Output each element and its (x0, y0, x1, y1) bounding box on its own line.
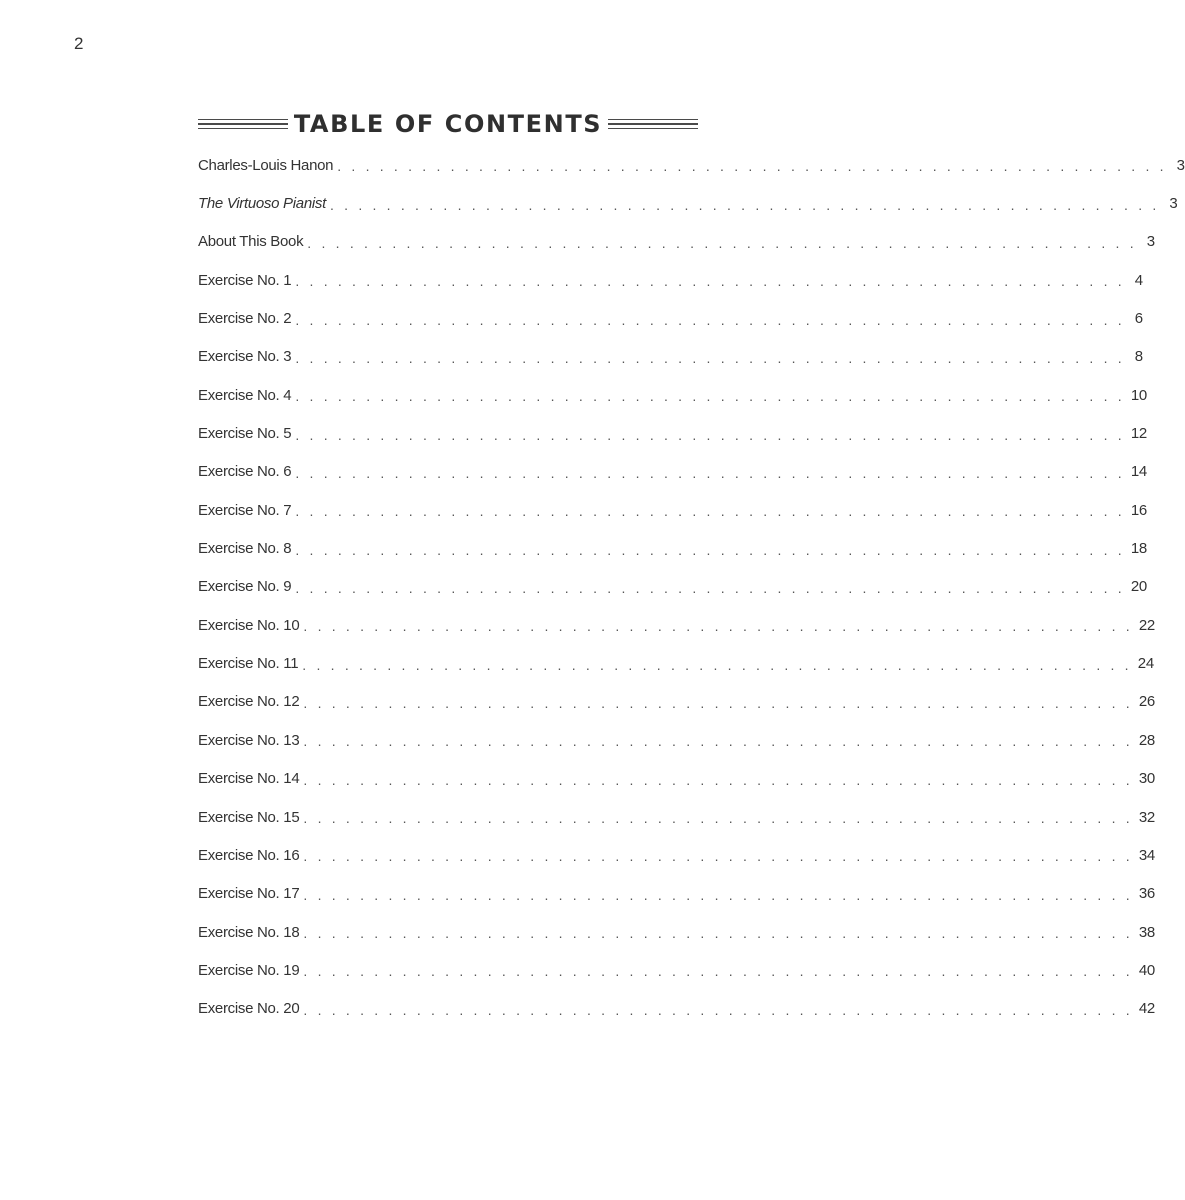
toc-entry[interactable] (198, 338, 1143, 376)
toc-entry-page-number: 26 (1138, 693, 1155, 711)
toc-entry[interactable] (198, 146, 1185, 184)
toc-entry-page-number: 38 (1138, 923, 1155, 941)
toc-heading (198, 108, 698, 140)
dot-leader: . . . . . . . . . . . . . . . . . . . . . . . . . . . . . . . . . . . . . . . . . . . . . . . . . . . . . . . . . . . (295, 579, 1125, 596)
rule-line (608, 128, 698, 129)
toc-entry-label: Exercise No. 6 (198, 463, 292, 481)
toc-entry[interactable] (198, 491, 1147, 529)
toc-entry-page-number: 8 (1134, 348, 1143, 366)
toc-entry[interactable] (198, 683, 1155, 721)
toc-entry-label: Exercise No. 1 (198, 271, 292, 289)
toc-entry[interactable] (198, 644, 1154, 682)
dot-leader: . . . . . . . . . . . . . . . . . . . . . . . . . . . . . . . . . . . . . . . . . . . . . . . . . . . . . . . . . . . (295, 541, 1125, 558)
dot-leader: . . . . . . . . . . . . . . . . . . . . . . . . . . . . . . . . . . . . . . . . . . . . . . . . . . . . . . . . . . . (295, 311, 1125, 328)
dot-leader: . . . . . . . . . . . . . . . . . . . . . . . . . . . . . . . . . . . . . . . . . . . . . . . . . . . . . . . . . . . (295, 273, 1125, 290)
toc-entry-page-number: 3 (1176, 156, 1185, 174)
toc-entry-label: Exercise No. 13 (198, 731, 300, 749)
toc-entry-label: Exercise No. 10 (198, 616, 300, 634)
toc-entry[interactable] (198, 951, 1155, 989)
left-decorative-rules (198, 119, 288, 129)
toc-entry-label: Exercise No. 16 (198, 846, 300, 864)
rule-line (198, 123, 288, 124)
toc-entry-page-number: 12 (1130, 425, 1147, 443)
toc-entry[interactable] (198, 875, 1155, 913)
toc-entry-label: About This Book (198, 233, 304, 251)
toc-entry[interactable] (198, 453, 1147, 491)
toc-entry[interactable] (198, 299, 1143, 337)
toc-entry-label: Exercise No. 18 (198, 923, 300, 941)
toc-entry-label: Exercise No. 2 (198, 310, 292, 328)
toc-entry-label: The Virtuoso Pianist (198, 195, 326, 213)
toc-entry-label: Exercise No. 20 (198, 1000, 300, 1018)
dot-leader: . . . . . . . . . . . . . . . . . . . . . . . . . . . . . . . . . . . . . . . . . . . . . . . . . . . . . . . . . . . (329, 196, 1160, 213)
rule-line (198, 119, 288, 120)
dot-leader: . . . . . . . . . . . . . . . . . . . . . . . . . . . . . . . . . . . . . . . . . . . . . . . . . . . . . . . . . . . (303, 963, 1133, 980)
toc-entry[interactable] (198, 223, 1155, 261)
toc-entry-page-number: 16 (1130, 501, 1147, 519)
toc-entry[interactable] (198, 760, 1155, 798)
toc-entry-page-number: 34 (1138, 846, 1155, 864)
dot-leader: . . . . . . . . . . . . . . . . . . . . . . . . . . . . . . . . . . . . . . . . . . . . . . . . . . . . . . . . . . . (302, 656, 1132, 673)
toc-entry-label: Exercise No. 12 (198, 693, 300, 711)
toc-entry-label: Exercise No. 17 (198, 885, 300, 903)
dot-leader: . . . . . . . . . . . . . . . . . . . . . . . . . . . . . . . . . . . . . . . . . . . . . . . . . . . . . . . . . . . (337, 158, 1167, 175)
dot-leader: . . . . . . . . . . . . . . . . . . . . . . . . . . . . . . . . . . . . . . . . . . . . . . . . . . . . . . . . . . . (303, 886, 1133, 903)
dot-leader: . . . . . . . . . . . . . . . . . . . . . . . . . . . . . . . . . . . . . . . . . . . . . . . . . . . . . . . . . . . (303, 694, 1133, 711)
rule-line (608, 123, 698, 124)
dot-leader: . . . . . . . . . . . . . . . . . . . . . . . . . . . . . . . . . . . . . . . . . . . . . . . . . . . . . . . . . . . (303, 1001, 1133, 1018)
toc-entry[interactable] (198, 721, 1155, 759)
dot-leader: . . . . . . . . . . . . . . . . . . . . . . . . . . . . . . . . . . . . . . . . . . . . . . . . . . . . . . . . . . . (303, 771, 1133, 788)
toc-entry[interactable] (198, 568, 1147, 606)
toc-entry-label: Exercise No. 15 (198, 808, 300, 826)
toc-entry[interactable] (198, 414, 1147, 452)
toc-entry[interactable] (198, 836, 1155, 874)
toc-entry-label: Exercise No. 5 (198, 425, 292, 443)
toc-entry-page-number: 14 (1130, 463, 1147, 481)
dot-leader: . . . . . . . . . . . . . . . . . . . . . . . . . . . . . . . . . . . . . . . . . . . . . . . . . . . . . . . . . . . (295, 349, 1125, 366)
toc-entry-label: Exercise No. 8 (198, 540, 292, 558)
toc-entry-label: Exercise No. 3 (198, 348, 292, 366)
dot-leader: . . . . . . . . . . . . . . . . . . . . . . . . . . . . . . . . . . . . . . . . . . . . . . . . . . . . . . . . . . . (303, 618, 1133, 635)
rule-line (608, 119, 698, 120)
toc-entry-page-number: 32 (1138, 808, 1155, 826)
toc-entry-page-number: 18 (1130, 540, 1147, 558)
dot-leader: . . . . . . . . . . . . . . . . . . . . . . . . . . . . . . . . . . . . . . . . . . . . . . . . . . . . . . . . . . . (303, 733, 1133, 750)
toc-entry[interactable] (198, 913, 1155, 951)
toc-entry-label: Exercise No. 9 (198, 578, 292, 596)
table-of-contents-list (198, 146, 1185, 1028)
toc-entry-page-number: 40 (1138, 961, 1155, 979)
toc-entry-page-number: 20 (1130, 578, 1147, 596)
toc-entry-page-number: 36 (1138, 885, 1155, 903)
toc-entry-label: Charles-Louis Hanon (198, 156, 334, 174)
dot-leader: . . . . . . . . . . . . . . . . . . . . . . . . . . . . . . . . . . . . . . . . . . . . . . . . . . . . . . . . . . . (303, 810, 1133, 827)
right-decorative-rules (608, 119, 698, 129)
toc-entry-label: Exercise No. 11 (198, 655, 299, 673)
toc-entry-page-number: 10 (1130, 386, 1147, 404)
toc-entry[interactable] (198, 606, 1155, 644)
dot-leader: . . . . . . . . . . . . . . . . . . . . . . . . . . . . . . . . . . . . . . . . . . . . . . . . . . . . . . . . . . . (295, 503, 1125, 520)
toc-entry-page-number: 3 (1169, 195, 1178, 213)
toc-entry-label: Exercise No. 7 (198, 501, 292, 519)
toc-entry-page-number: 24 (1137, 655, 1154, 673)
toc-entry-page-number: 3 (1146, 233, 1155, 251)
toc-entry-page-number: 28 (1138, 731, 1155, 749)
toc-entry-page-number: 30 (1138, 770, 1155, 788)
toc-entry-label: Exercise No. 4 (198, 386, 292, 404)
rule-line (198, 128, 288, 129)
dot-leader: . . . . . . . . . . . . . . . . . . . . . . . . . . . . . . . . . . . . . . . . . . . . . . . . . . . . . . . . . . . (295, 464, 1125, 481)
page-title: TABLE OF CONTENTS (293, 110, 603, 138)
dot-leader: . . . . . . . . . . . . . . . . . . . . . . . . . . . . . . . . . . . . . . . . . . . . . . . . . . . . . . . . . . . (295, 388, 1125, 405)
toc-entry-label: Exercise No. 19 (198, 961, 300, 979)
toc-entry[interactable] (198, 798, 1155, 836)
toc-entry-page-number: 4 (1134, 271, 1143, 289)
toc-entry[interactable] (198, 261, 1143, 299)
toc-entry[interactable] (198, 376, 1147, 414)
toc-entry[interactable] (198, 990, 1155, 1028)
page-number: 2 (74, 34, 84, 53)
dot-leader: . . . . . . . . . . . . . . . . . . . . . . . . . . . . . . . . . . . . . . . . . . . . . . . . . . . . . . . . . . . (295, 426, 1125, 443)
toc-entry-page-number: 22 (1138, 616, 1155, 634)
toc-entry[interactable] (198, 184, 1178, 222)
toc-entry-label: Exercise No. 14 (198, 770, 300, 788)
dot-leader: . . . . . . . . . . . . . . . . . . . . . . . . . . . . . . . . . . . . . . . . . . . . . . . . . . . . . . . . . . . (303, 925, 1133, 942)
toc-entry[interactable] (198, 529, 1147, 567)
dot-leader: . . . . . . . . . . . . . . . . . . . . . . . . . . . . . . . . . . . . . . . . . . . . . . . . . . . . . . . . . . . (303, 848, 1133, 865)
dot-leader: . . . . . . . . . . . . . . . . . . . . . . . . . . . . . . . . . . . . . . . . . . . . . . . . . . . . . . . . . . . (307, 234, 1137, 251)
toc-entry-page-number: 6 (1134, 310, 1143, 328)
toc-entry-page-number: 42 (1138, 1000, 1155, 1018)
